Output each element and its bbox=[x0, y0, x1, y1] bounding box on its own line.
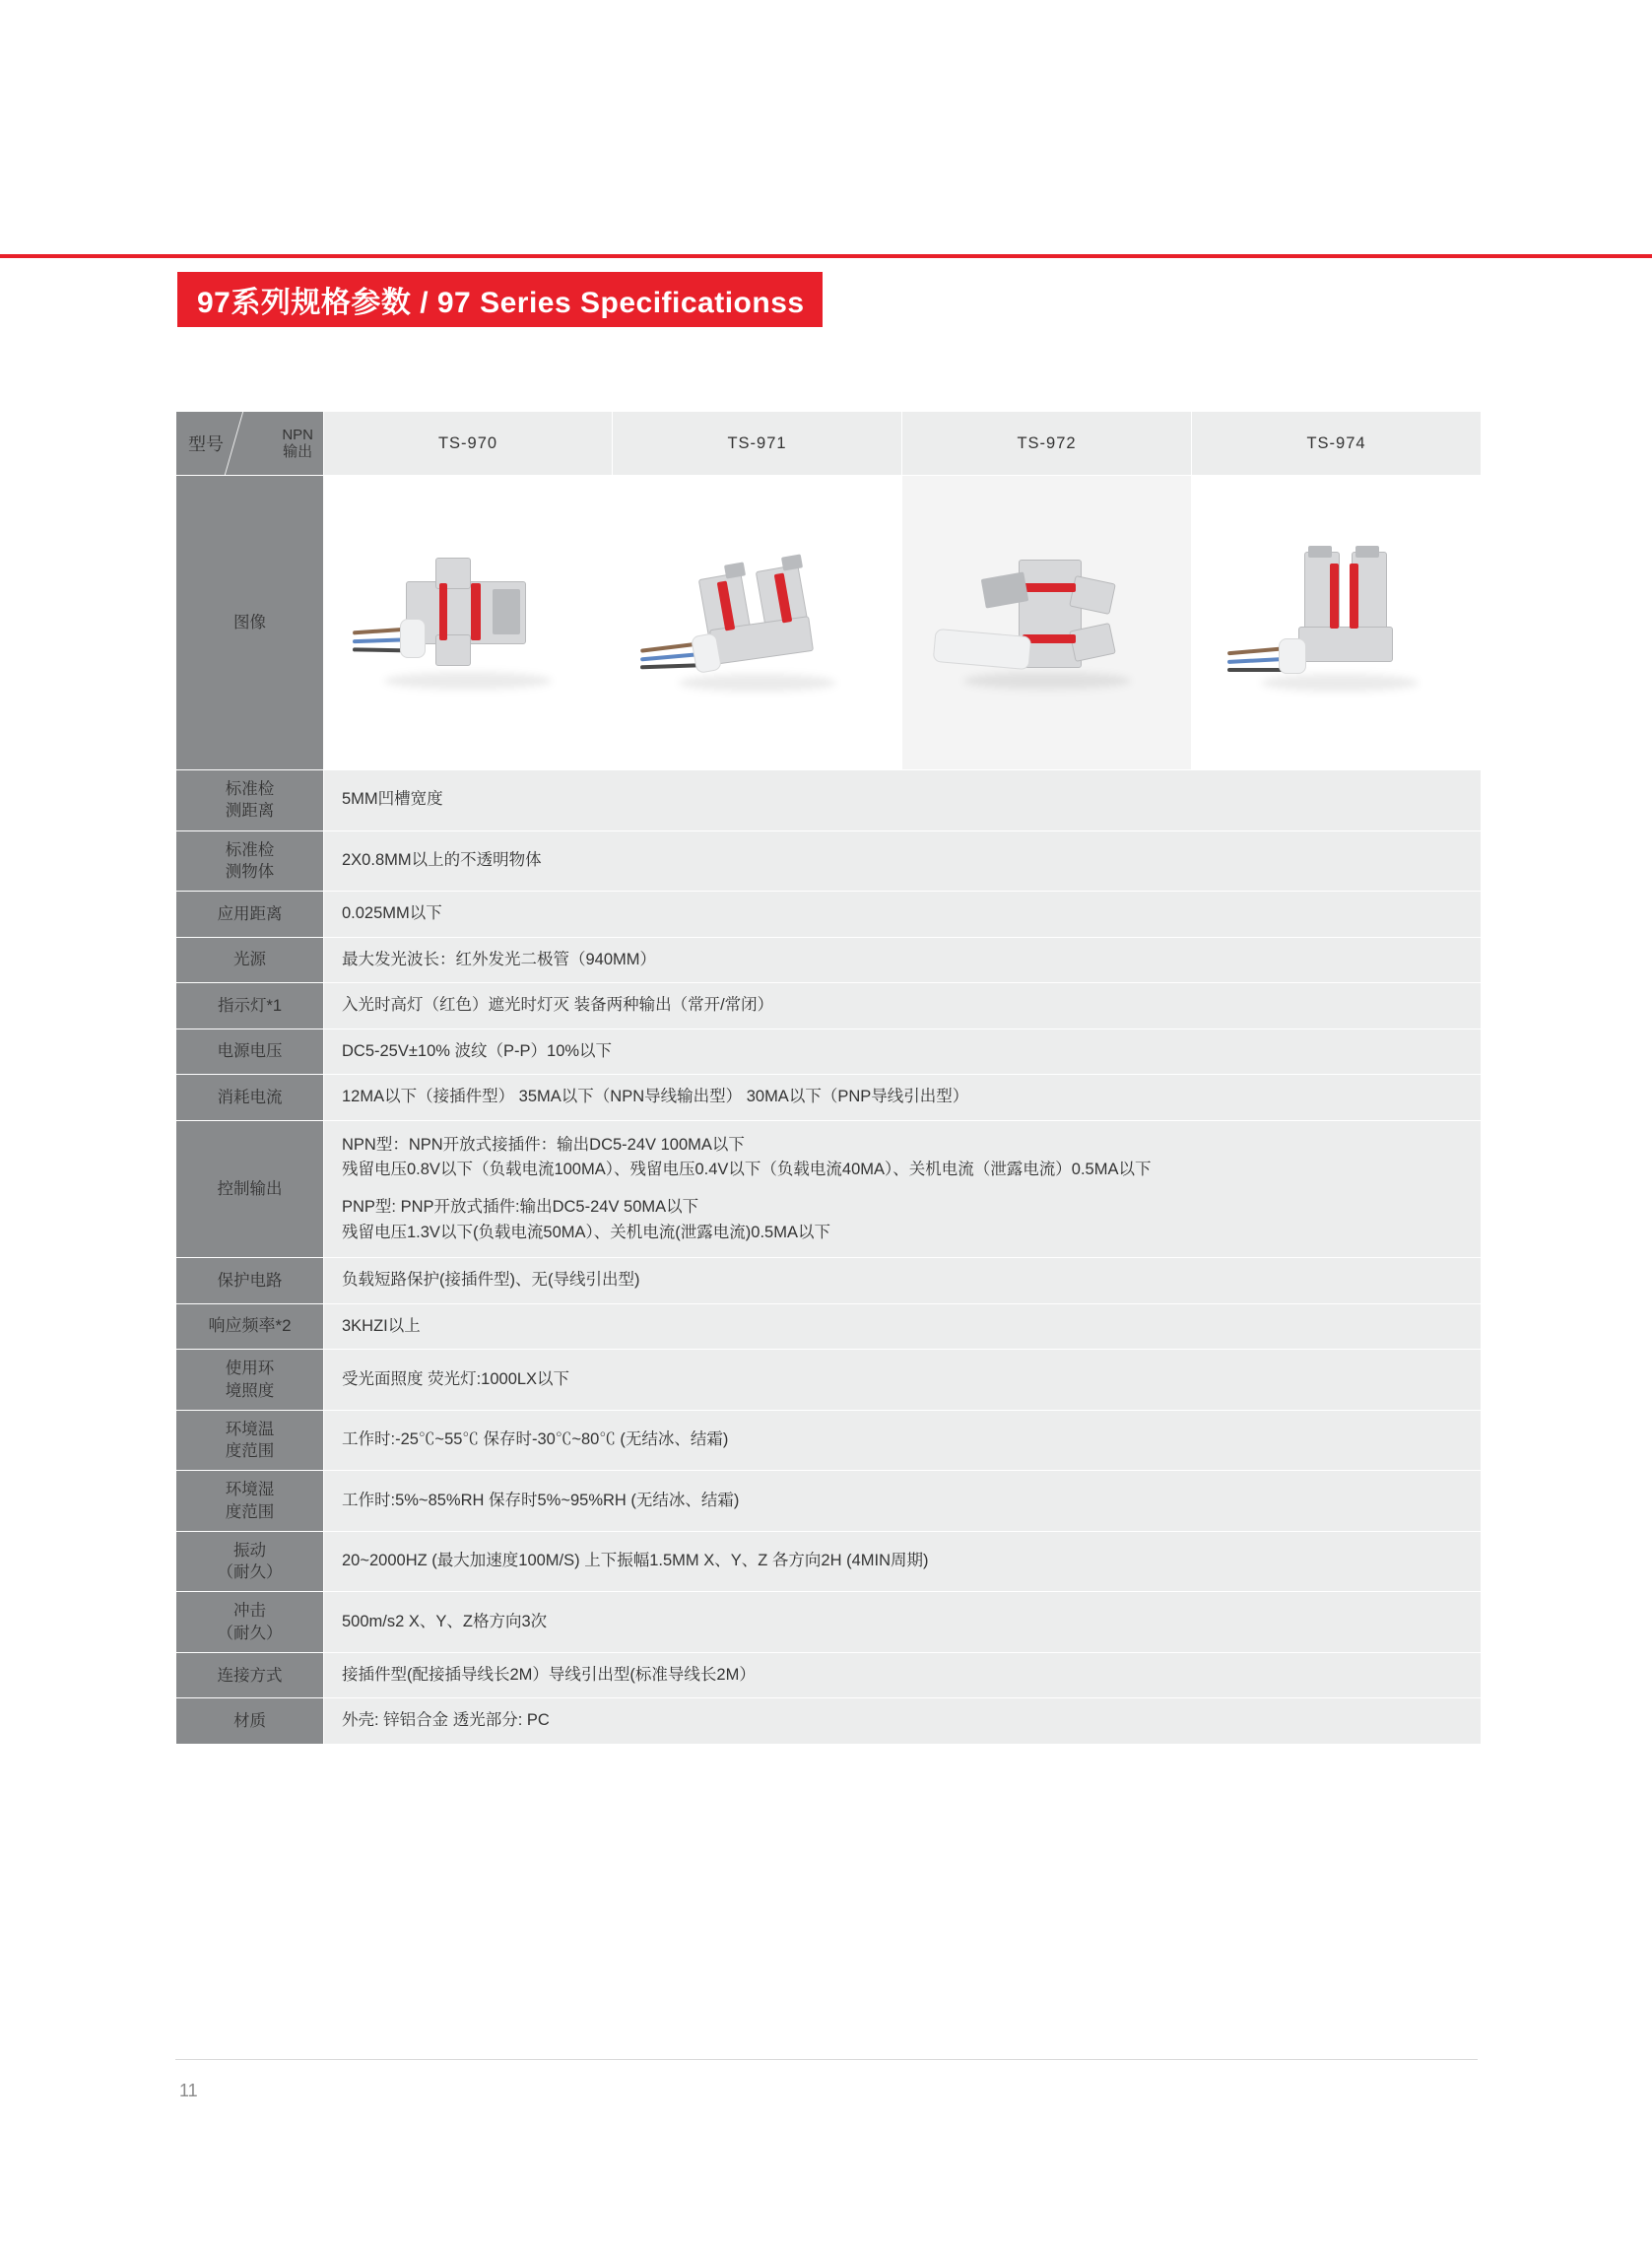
row-label-standard-detection-object bbox=[176, 830, 324, 892]
row-value-light-source: 最大发光波长：红外发光二极管（940MM） bbox=[324, 937, 1482, 983]
page-number: 11 bbox=[179, 2081, 198, 2100]
control-output-npn-line1: NPN型：NPN开放式接插件：输出DC5-24V 100MA以下 bbox=[342, 1135, 745, 1154]
model-header-ts972: TS-972 bbox=[902, 412, 1192, 476]
page-title: 97系列规格参数 / 97 Series Specificationss bbox=[197, 287, 805, 319]
row-value-material: 外壳: 锌铝合金 透光部分: PC bbox=[324, 1698, 1482, 1745]
row-value-control-output bbox=[324, 1120, 1482, 1257]
row-label-ambient-temperature bbox=[176, 1410, 324, 1471]
table-row bbox=[176, 1592, 1482, 1653]
row-value-response-frequency: 3KHZI以上 bbox=[324, 1303, 1482, 1350]
row-value-supply-voltage: DC5-25V±10% 波纹（P-P）10%以下 bbox=[324, 1029, 1482, 1075]
row-label-ambient-humidity bbox=[176, 1471, 324, 1532]
row-value-indicator: 入光时高灯（红色）遮光时灯灭 装备两种输出（常开/常闭） bbox=[324, 983, 1482, 1029]
row-value-standard-detection-distance: 5MM凹槽宽度 bbox=[324, 770, 1482, 831]
model-header-ts971: TS-971 bbox=[613, 412, 902, 476]
top-accent-rule bbox=[0, 254, 1652, 258]
table-row bbox=[176, 1410, 1482, 1471]
sensor-illustration-ts971 bbox=[634, 524, 881, 721]
label-line: 境照度 bbox=[225, 1381, 275, 1400]
label-line: 标准检 bbox=[225, 780, 275, 798]
corner-col-label-line1: NPN bbox=[282, 426, 313, 443]
row-label-connection-type: 连接方式 bbox=[176, 1652, 324, 1698]
label-line: 使用环 bbox=[225, 1360, 275, 1378]
table-row bbox=[176, 1075, 1482, 1121]
label-line: （耐久） bbox=[217, 1624, 283, 1642]
row-label-current-consumption: 消耗电流 bbox=[176, 1075, 324, 1121]
row-value-connection-type: 接插件型(配接插导线长2M）导线引出型(标准导线长2M） bbox=[324, 1652, 1482, 1698]
row-label-light-source: 光源 bbox=[176, 937, 324, 983]
row-value-application-distance: 0.025MM以下 bbox=[324, 892, 1482, 938]
footer-divider bbox=[175, 2059, 1478, 2060]
table-row bbox=[176, 1350, 1482, 1411]
corner-col-label-line2: 输出 bbox=[283, 443, 313, 460]
row-label-response-frequency: 响应频率*2 bbox=[176, 1303, 324, 1350]
model-header-ts974: TS-974 bbox=[1192, 412, 1482, 476]
table-image-row bbox=[176, 476, 1482, 770]
label-line: 度范围 bbox=[225, 1502, 275, 1521]
row-value-shock: 500m/s2 X、Y、Z格方向3次 bbox=[324, 1592, 1482, 1653]
table-header-row bbox=[176, 412, 1482, 476]
product-image-ts974 bbox=[1192, 476, 1482, 770]
row-value-standard-detection-object: 2X0.8MM以上的不透明物体 bbox=[324, 830, 1482, 892]
table-row bbox=[176, 1258, 1482, 1304]
table-row bbox=[176, 1120, 1482, 1257]
table-row bbox=[176, 983, 1482, 1029]
label-line: 度范围 bbox=[225, 1442, 275, 1461]
row-value-current-consumption: 12MA以下（接插件型） 35MA以下（NPN导线输出型） 30MA以下（PNP导线引出型） bbox=[324, 1075, 1482, 1121]
product-image-ts970 bbox=[324, 476, 613, 770]
control-output-pnp-line2: 残留电压1.3V以下(负载电流50MA）、关机电流(泄露电流)0.5MA以下 bbox=[342, 1223, 830, 1241]
label-line: 标准检 bbox=[225, 840, 275, 859]
row-label-shock bbox=[176, 1592, 324, 1653]
row-label-standard-detection-distance bbox=[176, 770, 324, 831]
label-line: （耐久） bbox=[217, 1563, 283, 1582]
table-row bbox=[176, 1029, 1482, 1075]
row-label-vibration bbox=[176, 1531, 324, 1592]
label-line: 振动 bbox=[233, 1541, 266, 1560]
row-label-image: 图像 bbox=[176, 476, 324, 770]
sensor-illustration-ts970 bbox=[345, 524, 591, 721]
sensor-illustration-ts974 bbox=[1214, 524, 1460, 721]
control-output-npn-line2: 残留电压0.8V以下（负载电流100MA）、残留电压0.4V以下（负载电流40MA）、关机电流（泄露电流）0.5MA以下 bbox=[342, 1161, 1152, 1179]
sensor-illustration-ts972 bbox=[924, 524, 1170, 721]
row-value-ambient-humidity: 工作时:5%~85%RH 保存时5%~95%RH (无结冰、结霜) bbox=[324, 1471, 1482, 1532]
corner-col-label bbox=[282, 427, 313, 461]
page-title-banner bbox=[177, 272, 823, 327]
table-row bbox=[176, 1698, 1482, 1745]
label-line: 环境湿 bbox=[225, 1481, 275, 1499]
corner-row-label: 型号 bbox=[188, 434, 224, 454]
product-image-ts972 bbox=[902, 476, 1192, 770]
row-label-ambient-illuminance bbox=[176, 1350, 324, 1411]
label-line: 测距离 bbox=[225, 802, 275, 821]
label-line: 冲击 bbox=[233, 1602, 266, 1621]
row-value-ambient-illuminance: 受光面照度 荧光灯:1000LX以下 bbox=[324, 1350, 1482, 1411]
row-label-material: 材质 bbox=[176, 1698, 324, 1745]
product-image-ts971 bbox=[613, 476, 902, 770]
label-line: 环境温 bbox=[225, 1420, 275, 1438]
corner-divider bbox=[225, 412, 243, 475]
row-label-supply-voltage: 电源电压 bbox=[176, 1029, 324, 1075]
row-label-control-output: 控制输出 bbox=[176, 1120, 324, 1257]
table-row bbox=[176, 830, 1482, 892]
model-header-ts970: TS-970 bbox=[324, 412, 613, 476]
table-row bbox=[176, 1531, 1482, 1592]
table-row bbox=[176, 770, 1482, 831]
row-label-protection-circuit: 保护电路 bbox=[176, 1258, 324, 1304]
row-label-application-distance: 应用距离 bbox=[176, 892, 324, 938]
table-row bbox=[176, 937, 1482, 983]
row-value-ambient-temperature: 工作时:-25℃~55℃ 保存时-30℃~80℃ (无结冰、结霜) bbox=[324, 1410, 1482, 1471]
table-row bbox=[176, 1303, 1482, 1350]
specifications-table bbox=[175, 411, 1482, 1745]
row-value-protection-circuit: 负载短路保护(接插件型)、无(导线引出型) bbox=[324, 1258, 1482, 1304]
table-row bbox=[176, 1471, 1482, 1532]
header-corner-cell bbox=[176, 412, 324, 476]
table-row bbox=[176, 1652, 1482, 1698]
row-label-indicator: 指示灯*1 bbox=[176, 983, 324, 1029]
table-row bbox=[176, 892, 1482, 938]
label-line: 测物体 bbox=[225, 862, 275, 881]
control-output-pnp-line1: PNP型: PNP开放式插件:输出DC5-24V 50MA以下 bbox=[342, 1198, 699, 1216]
row-value-vibration: 20~2000HZ (最大加速度100M/S) 上下振幅1.5MM X、Y、Z 各方向2H (4MIN周期) bbox=[324, 1531, 1482, 1592]
